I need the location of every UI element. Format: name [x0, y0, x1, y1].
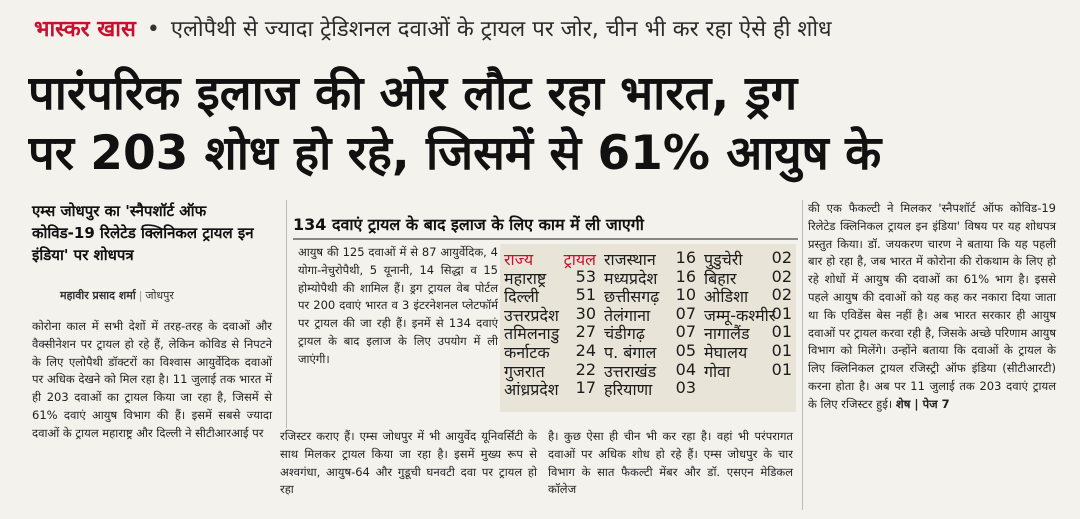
- headline-line-1: पारंपरिक इलाज की ओर लौट रहा भारत, ड्रग: [28, 66, 798, 121]
- table-cell: [504, 341, 596, 362]
- trial-count: 16: [675, 266, 696, 286]
- state-name: तेलंगाना: [604, 305, 651, 325]
- state-name: दिल्ली: [504, 287, 539, 307]
- table-cell: [504, 322, 596, 344]
- state-name: कर्नाटक: [504, 343, 550, 362]
- table-cell: [504, 359, 596, 381]
- table-cell: [704, 266, 792, 288]
- table-cell: [504, 266, 596, 288]
- state-name: छत्तीसगढ़: [604, 287, 660, 307]
- state-name: उत्तराखंड: [604, 361, 657, 381]
- column-3-body: [808, 200, 1056, 414]
- box-title: 134 दवाएं ट्रायल के बाद इलाज के लिए काम में ली जाएगी: [293, 212, 798, 240]
- brand-tag: भास्कर खास: [34, 17, 136, 42]
- trial-count: 07: [675, 322, 696, 342]
- state-name: राजस्थान: [604, 250, 656, 269]
- byline-place: जोधपुर: [145, 289, 174, 302]
- trial-count: 24: [575, 341, 596, 360]
- trial-count: 53: [575, 266, 596, 286]
- byline-separator: |: [138, 289, 143, 302]
- continuation-text-b: [548, 428, 793, 499]
- box-text-block: [298, 244, 498, 369]
- trial-count: 05: [675, 341, 696, 360]
- state-name: आंध्रप्रदेश: [504, 380, 559, 400]
- table-cell: [504, 303, 596, 325]
- page-reference: शेष | पेज 7: [895, 396, 950, 411]
- kicker: [34, 8, 1064, 52]
- trials-table: [500, 244, 796, 412]
- state-name: जम्मू-कश्मीर: [704, 305, 776, 325]
- byline: [60, 288, 280, 303]
- column-divider: [286, 200, 287, 428]
- table-cell: [604, 285, 696, 307]
- headline: [28, 64, 1068, 184]
- bullet-dot: •: [146, 17, 160, 42]
- table-cell: [604, 359, 696, 381]
- table-header-cell: [504, 248, 596, 269]
- trial-count: 16: [675, 248, 696, 267]
- table-cell: [604, 341, 696, 362]
- trial-count: 51: [575, 285, 596, 305]
- table-cell: [504, 378, 596, 400]
- state-name: नागालैंड: [704, 324, 750, 344]
- trial-count: 10: [675, 285, 696, 305]
- trial-count: 01: [771, 359, 792, 379]
- trial-count: 30: [575, 303, 596, 323]
- table-cell: [704, 341, 792, 362]
- table-cell: [504, 285, 596, 307]
- byline-name: महावीर प्रसाद शर्मा: [60, 289, 136, 302]
- column-heading: एम्स जोधपुर का 'स्नैपशॉर्ट ऑफ कोविड-19 रिलेटेड क्लिनिकल ट्रायल इन इंडिया' पर शोधपत्र: [32, 202, 254, 264]
- headline-line-2: पर 203 शोध हो रहे, जिसमें से 61% आयुष के: [28, 126, 882, 181]
- trial-count: 01: [771, 322, 792, 342]
- trial-count: 03: [675, 378, 696, 398]
- table-cell: [704, 322, 792, 344]
- state-name: मेघालय: [704, 343, 748, 362]
- state-name: चंडीगढ़: [604, 324, 645, 344]
- table-cell: [704, 359, 792, 381]
- table-cell: [704, 285, 792, 307]
- trial-count: 01: [771, 341, 792, 360]
- table-cell: [604, 248, 696, 269]
- state-name: गोवा: [704, 361, 731, 381]
- trial-count: 27: [575, 322, 596, 342]
- trial-count: 01: [771, 303, 792, 323]
- state-name: हरियाणा: [604, 380, 653, 400]
- state-name: महाराष्ट्र: [504, 268, 547, 288]
- continuation-b: है। कुछ ऐसा ही चीन भी कर रहा है। वहां भी परंपरागत दवाओं पर अधिक शोध हो रहे हैं। एम्स जोधपुर के चार विभाग के सात फैकल्टी मेंबर और डॉ. एसएन मेडिकल कॉलेज: [548, 429, 793, 497]
- trial-count: 02: [771, 285, 792, 305]
- state-name: मध्यप्रदेश: [604, 268, 658, 288]
- trial-count: 02: [771, 248, 792, 267]
- column-divider-right: [802, 200, 803, 510]
- trial-count: 04: [675, 359, 696, 379]
- table-cell: [704, 248, 792, 269]
- continuation-text-a: [280, 428, 537, 499]
- state-name: प. बंगाल: [604, 343, 657, 362]
- trial-count: 22: [575, 359, 596, 379]
- state-name: पुडुचेरी: [704, 250, 743, 269]
- kicker-text: एलोपैथी से ज्यादा ट्रेडिशनल दवाओं के ट्रायल पर जोर, चीन भी कर रहा ऐसे ही शोध: [170, 17, 832, 42]
- column-3-text: की एक फैकल्टी ने मिलकर 'स्नैपशॉर्ट ऑफ कोविड-19 रिलेटेड क्लिनिकल ट्रायल इन इंडिया' विषय पर यह शोधपत्र प्रस्तुत किया। डॉ. जयकरण चारण ने बताया कि यह पहली बार हो रहा है, जब भारत में कोरोना की रोकथाम के लिए हो रहे शोधों में आयुष की दवाओं का 61% भाग है। इससे पहले आयुष की दवाओं को यह कह कर नकारा दिया जाता था कि एविडेंस बेस नहीं है। अब भारत सरकार ही आयुष दवाओं पर ट्रायल करवा रही है, जिसके अच्छे परिणाम आयुष विभाग को मिलेंगे। उन्होंने बताया कि दवाओं के ट्रायल के लिए क्लिनिकल ट्रायल रजिस्ट्री ऑफ इंडिया (सीटीआरटी) करना होता है। अब पर 11 जुलाई तक 203 दवाएं ट्रायल के लिए रजिस्टर हुई।: [808, 201, 1056, 411]
- trial-count: 02: [771, 266, 792, 286]
- trial-count: 17: [575, 378, 596, 398]
- box-text: आयुष की 125 दवाओं में से 87 आयुर्वेदिक, 4 योगा-नेचुरोपैथी, 5 यूनानी, 14 सिद्धा व 15 होम्योपैथी की शामिल हैं। ड्रग ट्रायल वेब पोर्टल पर 200 दवाएं भारत व 3 इंटरनेशनल प्लेटफॉर्म पर ट्रायल की जा रही हैं। इनमें से 134 दवाएं ट्रायल के बाद इलाज के लिए उपयोग में ली जाएंगी।: [298, 245, 498, 366]
- table-cell: [604, 378, 696, 400]
- table-cell: [604, 303, 696, 325]
- trial-count: 07: [675, 303, 696, 323]
- table-cell: [604, 266, 696, 288]
- trial-header: ट्रायल: [563, 250, 596, 269]
- continuation-a: रजिस्टर कराए हैं। एम्स जोधपुर में भी आयुर्वेद यूनिवर्सिटी के साथ मिलकर ट्रायल किया जा रहा है। इसमें मुख्य रूप से अश्वगंधा, आयुष-64 और गुडूची घनवटी दवा पर ट्रायल हो रहा: [280, 429, 537, 497]
- column-1-body: [32, 318, 272, 443]
- state-name: गुजरात: [504, 361, 545, 381]
- column-1-text: कोरोना काल में सभी देशों में तरह-तरह के दवाओं और वैक्सीनेशन पर ट्रायल हो रहे हैं, लेकिन कोविड से निपटने के लिए एलोपैथी डॉक्टरों का विश्वास आयुर्वेदिक दवाओं पर अधिक देखने को मिल रहा है। 11 जुलाई तक भारत में ही 203 दवाओं का ट्रायल किया जा रहा है, जिसमें से 61% दवाएं आयुष विभाग की हैं। इसमें सबसे ज्यादा दवाओं के ट्रायल महाराष्ट्र और दिल्ली ने सीटीआरआई पर: [32, 319, 272, 440]
- table-cell: [704, 303, 792, 325]
- state-name: उत्तरप्रदेश: [504, 305, 559, 325]
- state-name: बिहार: [704, 268, 737, 288]
- state-header: राज्य: [504, 250, 534, 269]
- state-name: तमिलनाडु: [504, 324, 560, 344]
- state-name: ओडिशा: [704, 287, 749, 307]
- table-cell: [604, 322, 696, 344]
